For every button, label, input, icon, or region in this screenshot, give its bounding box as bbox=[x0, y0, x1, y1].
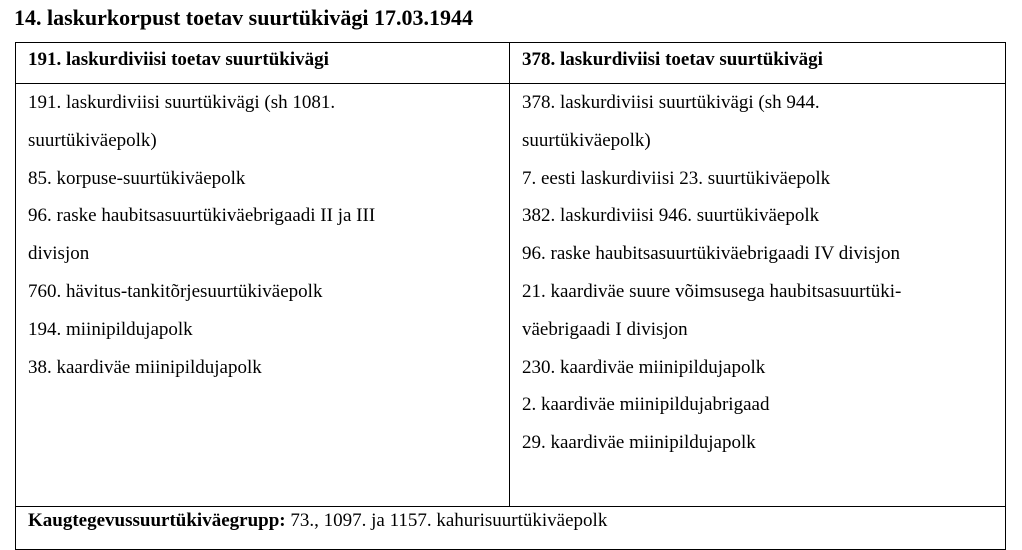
unit-list-item bbox=[522, 235, 993, 273]
unit-list-item bbox=[522, 386, 993, 424]
unit-list-item bbox=[28, 349, 497, 387]
unit-line: 230. kaardiväe miinipildujapolk bbox=[522, 356, 766, 378]
unit-list-191 bbox=[28, 84, 497, 386]
table-footer-row bbox=[16, 507, 1006, 550]
unit-line: suurtükiväepolk) bbox=[28, 129, 157, 151]
unit-list-item bbox=[28, 84, 497, 160]
table-body-row bbox=[16, 84, 1006, 507]
unit-list-item bbox=[28, 311, 497, 349]
unit-line: 760. hävitus-tankitõrjesuurtükiväepolk bbox=[28, 280, 323, 302]
unit-list-item bbox=[522, 349, 993, 387]
unit-list-item bbox=[28, 273, 497, 311]
footer-text: 73., 1097. ja 1157. kahurisuurtükiväepolk bbox=[285, 510, 608, 531]
unit-line: 194. miinipildujapolk bbox=[28, 318, 193, 340]
column-cell-378 bbox=[510, 84, 1006, 507]
table-header-row bbox=[16, 43, 1006, 84]
footer-cell bbox=[16, 507, 1006, 550]
unit-line: suurtükiväepolk) bbox=[522, 129, 651, 151]
document-title: 14. laskurkorpust toetav suurtükivägi 17.03.1944 bbox=[14, 5, 474, 30]
column-cell-191 bbox=[16, 84, 510, 507]
unit-list-item bbox=[522, 273, 993, 349]
unit-line: 191. laskurdiviisi suurtükivägi (sh 1081. bbox=[28, 92, 336, 113]
unit-list-378 bbox=[522, 84, 993, 462]
unit-line: 378. laskurdiviisi suurtükivägi (sh 944. bbox=[522, 92, 820, 113]
column-header-191: 191. laskurdiviisi toetav suurtükivägi bbox=[16, 43, 510, 84]
artillery-table bbox=[15, 42, 1006, 550]
unit-list-item bbox=[522, 197, 993, 235]
unit-line: 96. raske haubitsasuurtükiväebrigaadi II ja III bbox=[28, 205, 376, 227]
unit-line: 382. laskurdiviisi 946. suurtükiväepolk bbox=[522, 205, 820, 227]
unit-line: 96. raske haubitsasuurtükiväebrigaadi IV divisjon bbox=[522, 243, 900, 265]
unit-line: 29. kaardiväe miinipildujapolk bbox=[522, 432, 756, 454]
footer-label: Kaugtegevussuurtükiväegrupp: bbox=[28, 510, 286, 531]
unit-list-item bbox=[28, 197, 497, 273]
unit-list-item bbox=[522, 160, 993, 198]
unit-list-item bbox=[522, 84, 993, 160]
unit-line: 7. eesti laskurdiviisi 23. suurtükiväepolk bbox=[522, 167, 831, 189]
column-header-378: 378. laskurdiviisi toetav suurtükivägi bbox=[510, 43, 1006, 84]
unit-line: 85. korpuse-suurtükiväepolk bbox=[28, 167, 246, 189]
unit-list-item bbox=[28, 160, 497, 198]
unit-line: väebrigaadi I divisjon bbox=[522, 318, 688, 340]
unit-line: 2. kaardiväe miinipildujabrigaad bbox=[522, 394, 770, 416]
unit-line: 21. kaardiväe suure võimsusega haubitsasuurtüki- bbox=[522, 280, 902, 302]
unit-line: 38. kaardiväe miinipildujapolk bbox=[28, 356, 262, 378]
unit-line: divisjon bbox=[28, 243, 90, 265]
unit-list-item bbox=[522, 424, 993, 462]
